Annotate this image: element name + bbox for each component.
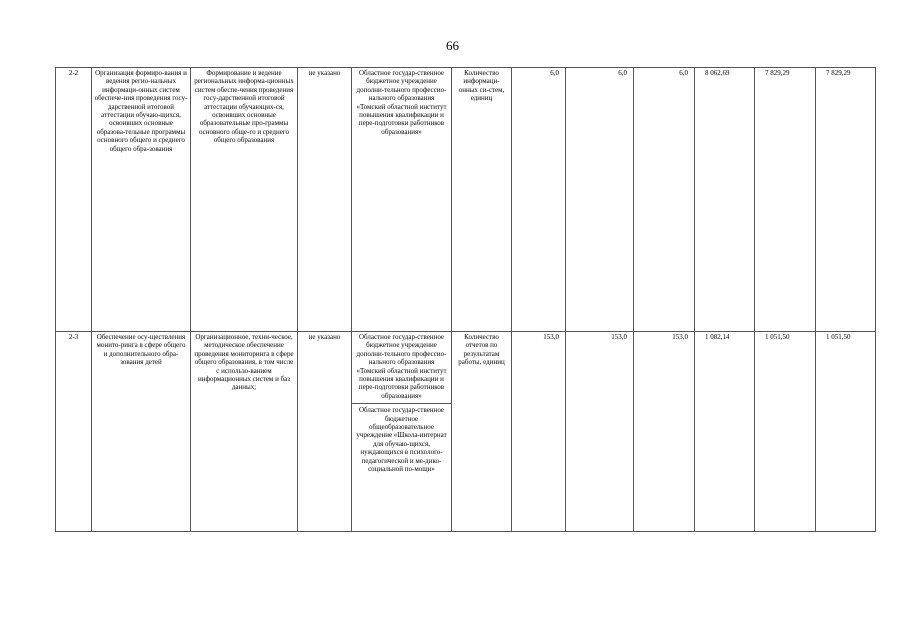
page-number: 66 [446, 38, 459, 53]
row-activity: Организационное, техни-ческое, методическое обеспечение проведения мониторинга в сфере общего образования, в том числе с использо-ванием информационных систем и баз данных; [191, 332, 298, 532]
finance-2: 7 829,29 [755, 68, 816, 332]
row-executors [352, 332, 452, 532]
row-name: Обеспечение осу-ществления монито-ринга в сфере общего и дополнительного обра-зования детей [92, 332, 191, 532]
executor: Областное государ-ственное бюджетное общеобразовательное учреждение «Школа-интернат для обучаю-щихся, нуждающихся в психолого-педагогической и ме-дико-социальной по-мощи» [352, 403, 451, 473]
row-indicator: Количество информаци-онных си-стем, единиц [452, 68, 512, 332]
row-name: Организация формиро-вания и ведения регио-нальных информаци-онных систем обеспече-ния проведения госу-дарственной итоговой аттестации обучаю-щихся, освоивших основные образова-тельные программы основного общего и среднего общего обра-зования [92, 68, 191, 332]
executor: Областное государ-ственное бюджетное учреждение дополни-тельного профессио-нального образования «Томский областной институт повышения квалификации и пере-подготовки работников образования» [356, 69, 447, 136]
table-row [56, 332, 876, 532]
finance-2: 1 051,50 [755, 332, 816, 532]
finance-3: 7 829,29 [816, 68, 876, 332]
row-activity: Формирование и ведение региональных информа-ционных систем обеспе-чения проведения госу-дарственной итоговой аттестации обучающих-ся, освоивших основные образовательные про-граммы основного обще-го и среднего общего образования [191, 68, 298, 332]
value-3: 6,0 [634, 68, 695, 332]
finance-1: 1 082,14 [695, 332, 755, 532]
finance-1: 8 062,69 [695, 68, 755, 332]
row-indicator: Количество отчетов по результатам работы, единиц [452, 332, 512, 532]
value-3: 153,0 [634, 332, 695, 532]
data-table [55, 67, 876, 532]
value-1: 153,0 [512, 332, 566, 532]
row-status: не указано [298, 332, 352, 532]
value-1: 6,0 [512, 68, 566, 332]
finance-3: 1 051,50 [816, 332, 876, 532]
value-2: 6,0 [566, 68, 634, 332]
row-status: не указано [298, 68, 352, 332]
executor: Областное государ-ственное бюджетное учреждение дополни-тельного профессио-нального образования «Томский областной институт повышения квалификации и пере-подготовки работников образования» [356, 333, 447, 400]
row-number: 2-3 [56, 332, 92, 532]
table-row [56, 68, 876, 332]
value-2: 153,0 [566, 332, 634, 532]
row-executors [352, 68, 452, 332]
row-number: 2-2 [56, 68, 92, 332]
